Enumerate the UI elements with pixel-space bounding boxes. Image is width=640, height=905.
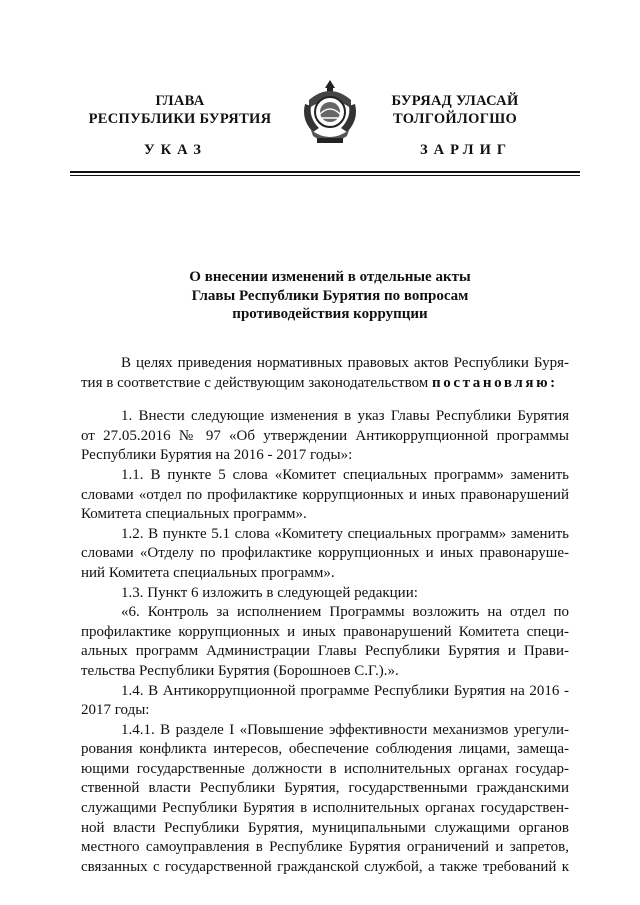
paragraph-line: связанных с государственной гражданской службой, а также требований к	[81, 858, 569, 875]
header-left-line-2: РЕСПУБЛИКИ БУРЯТИЯ	[88, 111, 272, 127]
paragraph-line: ственной власти Республики Бурятия, государственными гражданскими	[81, 780, 569, 797]
paragraph-line: 1.4. В Антикоррупционной программе Республики Бурятия на 2016 -	[121, 682, 569, 699]
title-line: Главы Республики Бурятия по вопросам	[191, 287, 469, 304]
header-divider-thin	[70, 175, 580, 176]
paragraph-line: Республики Бурятия на 2016 - 2017 годы»:	[81, 447, 353, 464]
paragraph-line: служащими Республики Бурятия в исполнительных органах государствен-	[81, 800, 569, 817]
doc-type-right: ЗАРЛИГ	[420, 142, 513, 158]
title-line: О внесении изменений в отдельные акты	[189, 269, 471, 285]
paragraph-line: 2017 годы:	[81, 702, 150, 719]
header-right	[360, 92, 550, 128]
paragraph-line: 1.3. Пункт 6 изложить в следующей редакции:	[121, 584, 418, 601]
paragraph-line: 1.1. В пункте 5 слова «Комитет специальных программ» заменить	[121, 466, 569, 483]
document-title	[120, 268, 540, 324]
header-right-line-1: БУРЯАД УЛАСАЙ	[391, 93, 519, 109]
paragraph-line: тельства Республики Бурятия (Борошноев С.Г.).».	[81, 662, 399, 679]
paragraph-line: 1.2. В пункте 5.1 слова «Комитету специальных программ» заменить	[121, 525, 569, 542]
doc-type-left: УКАЗ	[144, 142, 207, 158]
header-left-line-1: ГЛАВА	[155, 93, 205, 109]
preamble-line: В целях приведения нормативных правовых актов Республики Буря-	[121, 355, 569, 371]
paragraph-line: альных программ Администрации Главы Республики Бурятия и Прави-	[81, 643, 569, 660]
coat-of-arms-icon	[299, 78, 361, 148]
paragraph-line: местного самоуправления в Республике Бурятия ограничений и запретов,	[81, 839, 569, 856]
document-body	[81, 354, 569, 877]
paragraph-line: Комитета специальных программ».	[81, 506, 307, 523]
paragraph-line: рования конфликта интересов, обеспечение соблюдения лицами, замеща-	[81, 741, 569, 758]
paragraph-line: профилактике коррупционных и иных правонарушений Комитета специ-	[81, 623, 569, 640]
header-left	[80, 92, 280, 128]
preamble-line	[81, 374, 569, 394]
title-line: противодействия коррупции	[232, 306, 428, 322]
header-right-line-2: ТОЛГОЙЛОГШО	[392, 111, 518, 127]
paragraph-line: ной власти Республики Бурятия, муниципальными служащими органов	[81, 819, 569, 836]
paragraph-line: словами «отдел по профилактике коррупционных и иных правонарушений	[81, 486, 569, 503]
paragraph-line: словами «Отделу по профилактике коррупционных и иных правонаруше-	[81, 545, 569, 562]
paragraph-line: ний Комитета специальных программ».	[81, 564, 335, 581]
preamble-text: тия в соответствие с действующим законодательством	[81, 374, 433, 391]
paragraph-line: 1. Внести следующие изменения в указ Главы Республики Бурятия	[121, 408, 569, 425]
paragraph-line: 1.4.1. В разделе I «Повышение эффективности механизмов урегули-	[121, 721, 569, 738]
paragraph-line: от 27.05.2016 № 97 «Об утверждении Антикоррупционной программы	[81, 427, 569, 444]
paragraph-line: ющими государственные должности в исполнительных органах государ-	[81, 760, 569, 777]
decree-word: постановляю:	[432, 374, 558, 391]
header-divider-thick	[70, 171, 580, 173]
paragraph-line: «6. Контроль за исполнением Программы возложить на отдел по	[121, 604, 569, 621]
